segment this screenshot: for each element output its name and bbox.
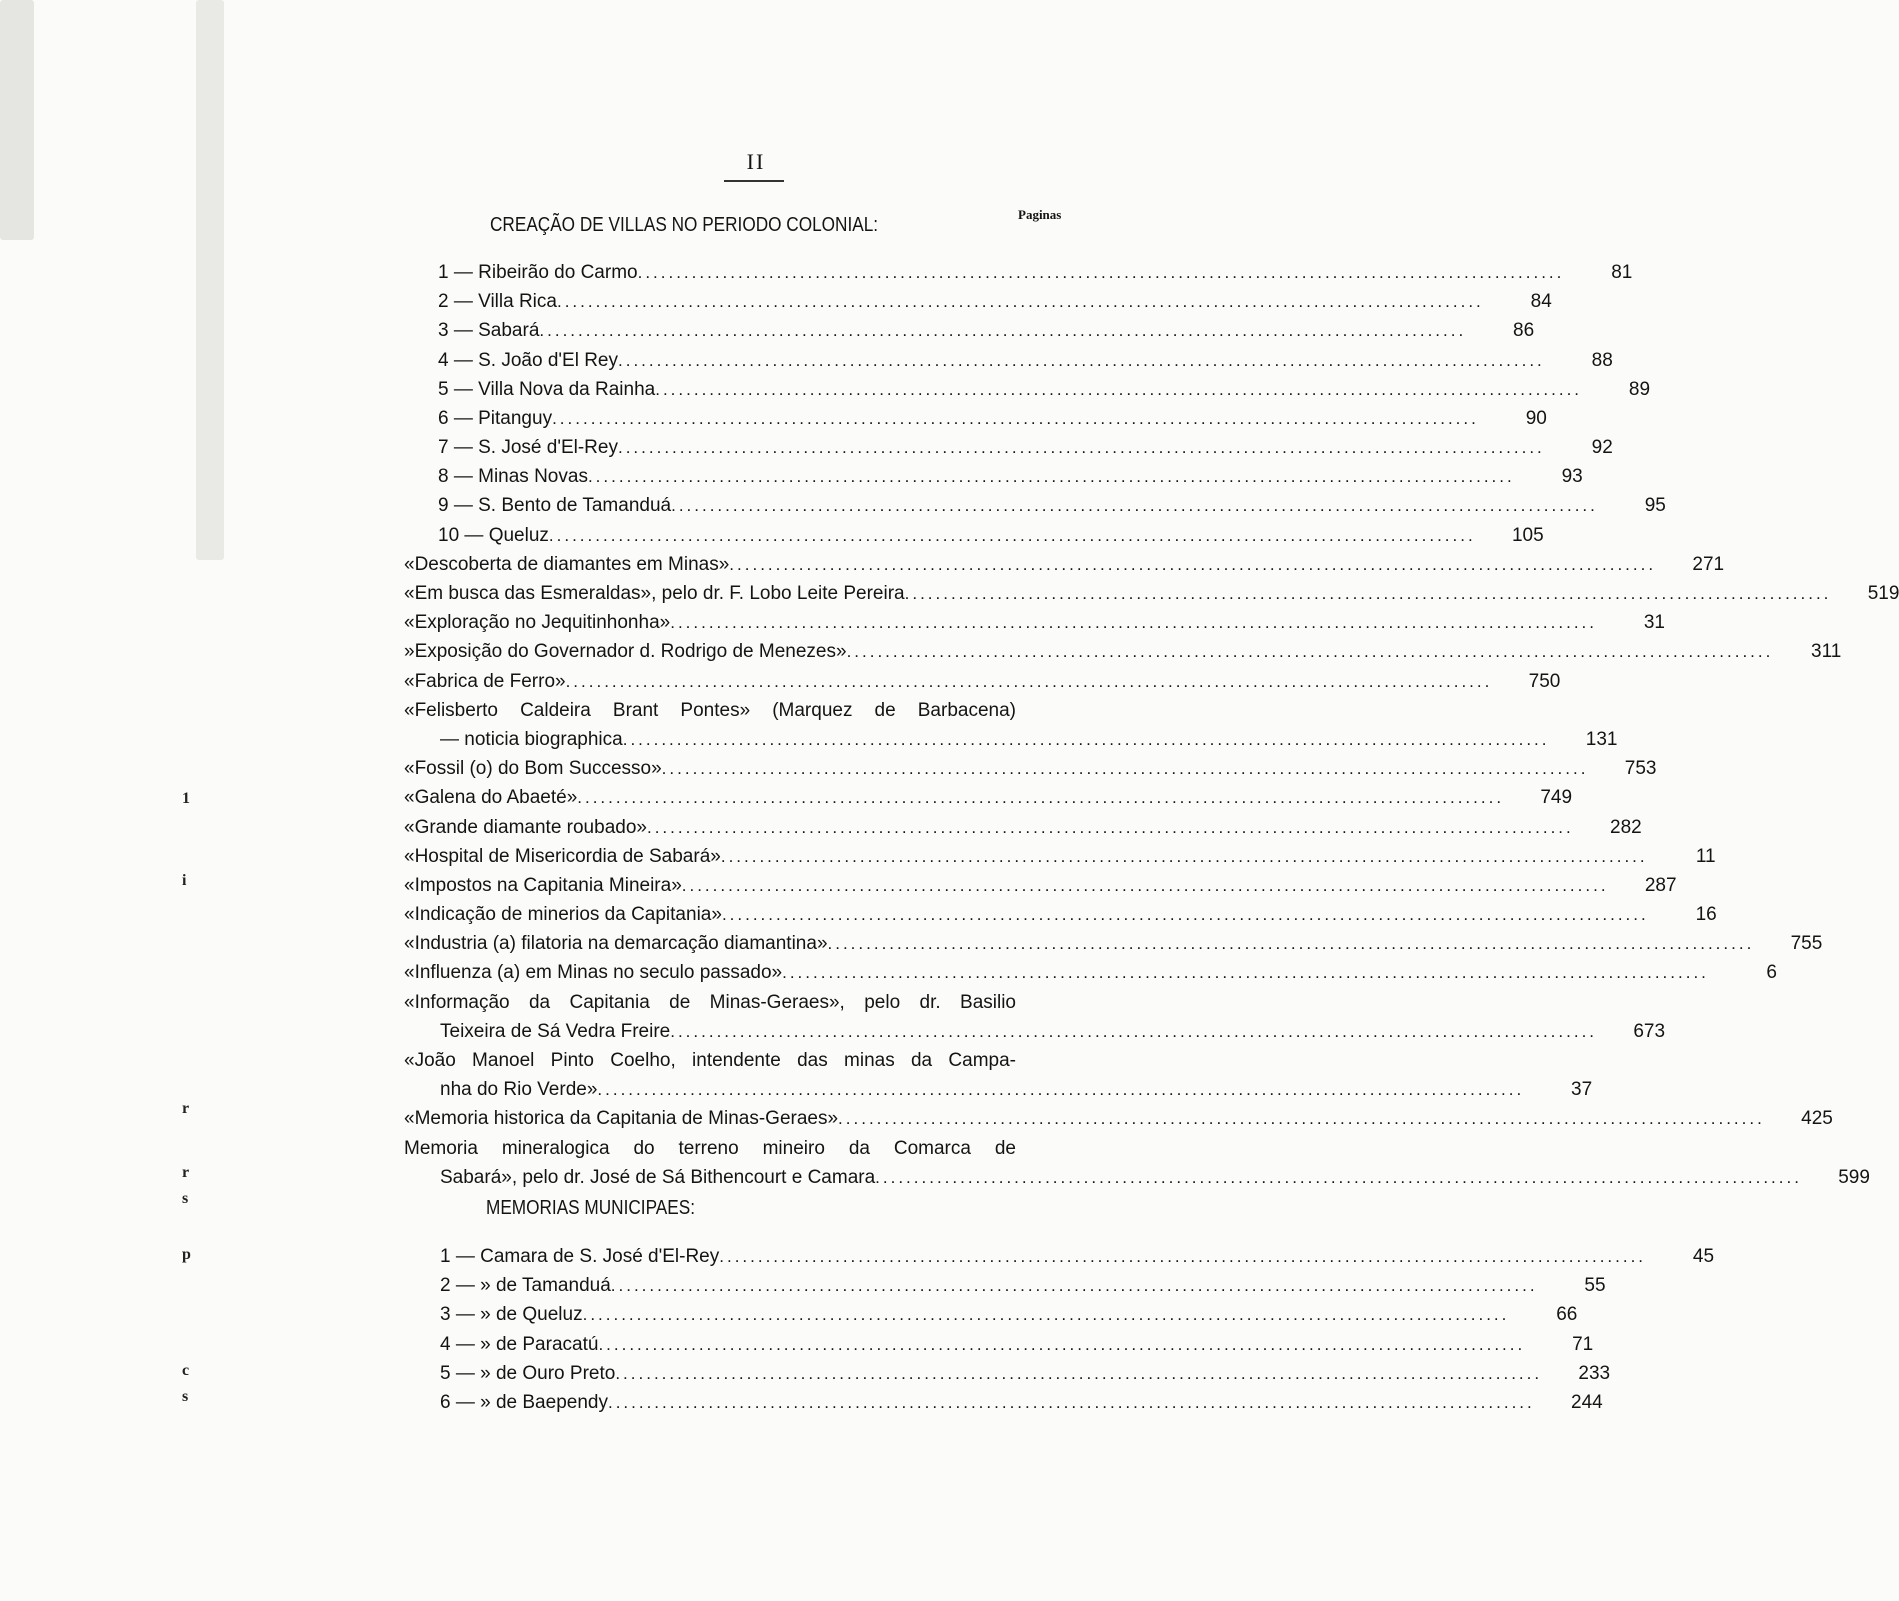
toc-entry-page: 90 [1525,407,1547,429]
toc-entry-page: 287 [1644,874,1677,896]
toc-entry [404,696,1084,725]
dot-leader: ........................................................................................................................ [838,1109,1765,1129]
toc-entry-page: 519 [1867,583,1899,605]
toc-entry-title: Sabará», pelo dr. José de Sá Bithencourt e Camara [440,1166,876,1188]
toc-entry-page: 37 [1571,1079,1593,1101]
dot-leader: ........................................................................................................................ [607,1392,1535,1412]
toc-entry-title: «Memoria historica da Capitania de Minas-Geraes» [404,1108,839,1130]
toc-entry-title: «Exploração no Jequitinhonha» [404,612,671,634]
dot-leader: ........................................................................................................................ [637,262,1565,282]
bleed-mark: s [182,1388,189,1405]
toc-entry [404,1104,1833,1133]
toc-entry [404,433,1613,462]
toc-entry-page: 86 [1513,320,1535,342]
toc-entry [404,521,1544,550]
dot-leader: ........................................................................................................................ [671,496,1598,516]
dot-leader: ........................................................................................................................ [670,613,1597,633]
toc-entry-title: «Indicação de minerios da Capitania» [404,904,722,926]
toc-entry-page: 311 [1811,641,1842,663]
bleed-mark: r [182,1100,190,1117]
dot-leader: ........................................................................................................................ [904,584,1832,604]
toc-entry-page: 45 [1692,1245,1715,1267]
toc-entry-page: 750 [1528,670,1561,692]
bleed-mark: p [182,1246,191,1263]
toc-entry [404,1163,1870,1192]
dot-leader: ........................................................................................................................ [622,729,1550,749]
toc-entry [404,637,1842,666]
toc-entry-page: 93 [1561,466,1583,488]
dot-leader: ........................................................................................................................ [615,1363,1543,1383]
toc-entry-title: «Fabrica de Ferro» [404,670,566,692]
dot-leader: ........................................................................................................................ [539,321,1467,341]
toc-entry [404,900,1717,929]
dot-leader: ........................................................................................................................ [719,1246,1647,1266]
toc-entry-page: 233 [1578,1362,1611,1384]
bleed-mark: c [182,1362,190,1379]
toc-entry [404,1300,1578,1329]
toc-entry-title: 1 — Ribeirão do Carmo [438,261,638,283]
toc-entry-title: 5 — » de Ouro Preto [440,1362,616,1384]
toc-entry [404,725,1618,754]
dot-leader: ........................................................................................................................ [617,438,1545,458]
toc-entry [404,1359,1611,1388]
dot-leader: ........................................................................................................................ [782,963,1709,983]
toc-entry-page: 105 [1511,524,1544,546]
toc-entry-title: «Hospital de Misericordia de Sabará» [404,845,721,867]
toc-entry [404,1330,1594,1359]
toc-entry [404,783,1573,812]
dot-leader: ........................................................................................................................ [729,554,1657,574]
toc-entry [404,667,1561,696]
scan-shadow [0,0,34,240]
toc-entry-title: 3 — Sabará [438,320,540,342]
toc-entry-title: «Em busca das Esmeraldas», pelo dr. F. Lobo Leite Pereira [404,583,905,605]
toc-entry-page: 6 [1766,962,1777,984]
toc-entry-title: «Industria (a) filatoria na demarcação diamantina» [404,933,828,955]
bleed-mark: r [182,1164,190,1181]
toc-entry-title: «João Manoel Pinto Coelho, intendente das minas da Campa- [404,1050,1016,1072]
toc-entry-title: 1 — Camara de S. José d'El-Rey [440,1245,720,1267]
toc-villas [404,258,1899,1192]
toc-entry-page: 11 [1695,845,1716,867]
dot-leader: ........................................................................................................................ [556,292,1484,312]
toc-entry-page: 95 [1644,495,1666,517]
toc-entry-title: 3 — » de Queluz [440,1304,583,1326]
toc-entry-page: 753 [1624,758,1657,780]
toc-entry-page: 755 [1790,933,1823,955]
toc-entry-page: 425 [1801,1108,1833,1130]
toc-entry-page: 81 [1611,261,1633,283]
toc-entry-title: 2 — Villa Rica [438,291,557,313]
toc-entry-page: 84 [1530,291,1552,313]
toc-entry-title: 2 — » de Tamanduá [440,1275,611,1297]
toc-memorias [404,1242,1715,1417]
toc-entry-page: 55 [1584,1275,1606,1297]
toc-entry-title: 10 — Queluz [438,524,549,546]
bleed-mark: i [182,872,187,889]
section-heading-memorias: MEMORIAS MUNICIPAES: [486,1197,695,1219]
dot-leader: ........................................................................................................................ [610,1276,1538,1296]
toc-entry [404,754,1657,783]
toc-entry [404,550,1725,579]
toc-entry-title: nha do Rio Verde» [440,1079,598,1101]
dot-leader: ........................................................................................................................ [587,467,1515,487]
toc-entry-title: «Informação da Capitania de Minas-Geraes», pelo dr. Basilio [404,991,1016,1013]
toc-entry-title: 9 — S. Bento de Tamanduá [438,495,672,517]
toc-entry-page: 16 [1695,904,1717,926]
toc-entry-title: 7 — S. José d'El-Rey [438,437,618,459]
toc-entry-title: «Influenza (a) em Minas no seculo passado» [404,962,783,984]
toc-entry [404,258,1633,287]
dot-leader: ........................................................................................................................ [875,1167,1802,1187]
toc-entry-title: Memoria mineralogica do terreno mineiro da Comarca de [404,1137,1016,1159]
toc-entry-page: 31 [1643,612,1665,634]
dot-leader: ........................................................................................................................ [598,1334,1526,1354]
toc-entry-title: Teixeira de Sá Vedra Freire [440,1020,671,1042]
toc-entry-title: «Descoberta de diamantes em Minas» [404,553,730,575]
toc-entry [404,346,1613,375]
dot-leader: ........................................................................................................................ [577,788,1505,808]
toc-entry-page: 71 [1572,1333,1594,1355]
binding-shadow [196,0,224,560]
toc-entry [404,316,1535,345]
toc-entry-title: «Impostos na Capitania Mineira» [404,874,682,896]
dot-leader: ........................................................................................................................ [827,934,1755,954]
toc-entry [404,871,1677,900]
dot-leader: ........................................................................................................................ [681,875,1609,895]
dot-leader: ........................................................................................................................ [721,905,1649,925]
page-number-rule [724,180,784,182]
page-number: II [746,149,766,174]
toc-entry-title: 6 — Pitanguy [438,407,553,429]
toc-entry-title: «Fossil (o) do Bom Successo» [404,758,662,780]
toc-entry-title: »Exposição do Governador d. Rodrigo de Menezes» [404,641,847,663]
toc-entry-page: 749 [1540,787,1573,809]
toc-entry [404,1271,1606,1300]
dot-leader: ........................................................................................................................ [552,408,1479,428]
toc-entry [404,1017,1666,1046]
toc-entry-page: 131 [1585,728,1618,750]
toc-entry [404,492,1666,521]
toc-entry [404,1242,1715,1271]
toc-entry-page: 66 [1556,1304,1578,1326]
dot-leader: ........................................................................................................................ [846,642,1774,662]
toc-entry-page: 282 [1610,816,1642,838]
toc-entry [404,929,1823,958]
dot-leader: ........................................................................................................................ [661,759,1589,779]
toc-entry [404,1134,1084,1163]
toc-entry [404,1388,1603,1417]
bleed-mark: s [182,1190,189,1207]
toc-entry-title: 8 — Minas Novas [438,466,588,488]
toc-entry-page: 89 [1628,378,1651,400]
toc-entry [404,287,1552,316]
toc-entry-title: 5 — Villa Nova da Rainha [438,378,656,400]
toc-entry-title: «Galena do Abaeté» [404,787,578,809]
toc-entry [404,842,1716,871]
bleed-mark: 1 [182,790,190,807]
toc-entry-page: 599 [1838,1166,1870,1188]
toc-entry [404,1046,1084,1075]
dot-leader: ........................................................................................................................ [670,1021,1598,1041]
toc-entry-page: 88 [1591,349,1613,371]
toc-entry-title: 6 — » de Baependy [440,1391,608,1413]
dot-leader: ........................................................................................................................ [655,379,1583,399]
dot-leader: ........................................................................................................................ [582,1305,1510,1325]
toc-entry-page: 244 [1571,1391,1603,1413]
toc-entry-title: 4 — » de Paracatú [440,1333,599,1355]
toc-entry-title: «Felisberto Caldeira Brant Pontes» (Marquez de Barbacena) [404,699,1016,721]
dot-leader: ........................................................................................................................ [548,525,1476,545]
toc-entry-title: 4 — S. João d'El Rey [438,349,618,371]
toc-entry [404,608,1665,637]
toc-entry-title: «Grande diamante roubado» [404,816,647,838]
pages-column-header: Paginas [1018,207,1062,222]
dot-leader: ........................................................................................................................ [646,817,1574,837]
dot-leader: ........................................................................................................................ [720,846,1648,866]
scan-gutter [0,0,240,1601]
toc-entry [404,988,1084,1017]
toc-entry-page: 673 [1633,1020,1666,1042]
toc-entry [404,579,1899,608]
toc-entry-page: 271 [1692,553,1725,575]
toc-entry-page: 92 [1591,437,1613,459]
dot-leader: ........................................................................................................................ [597,1080,1525,1100]
dot-leader: ........................................................................................................................ [565,671,1493,691]
toc-entry [404,1075,1593,1104]
toc-entry [404,375,1651,404]
toc-entry [404,813,1642,842]
section-heading-villas: CREAÇÃO DE VILLAS NO PERIODO COLONIAL: [490,214,879,236]
toc-entry [404,462,1583,491]
toc-entry [404,404,1547,433]
dot-leader: ........................................................................................................................ [618,350,1545,370]
toc-entry [404,959,1777,988]
toc-entry-title: — noticia biographica [440,728,623,750]
